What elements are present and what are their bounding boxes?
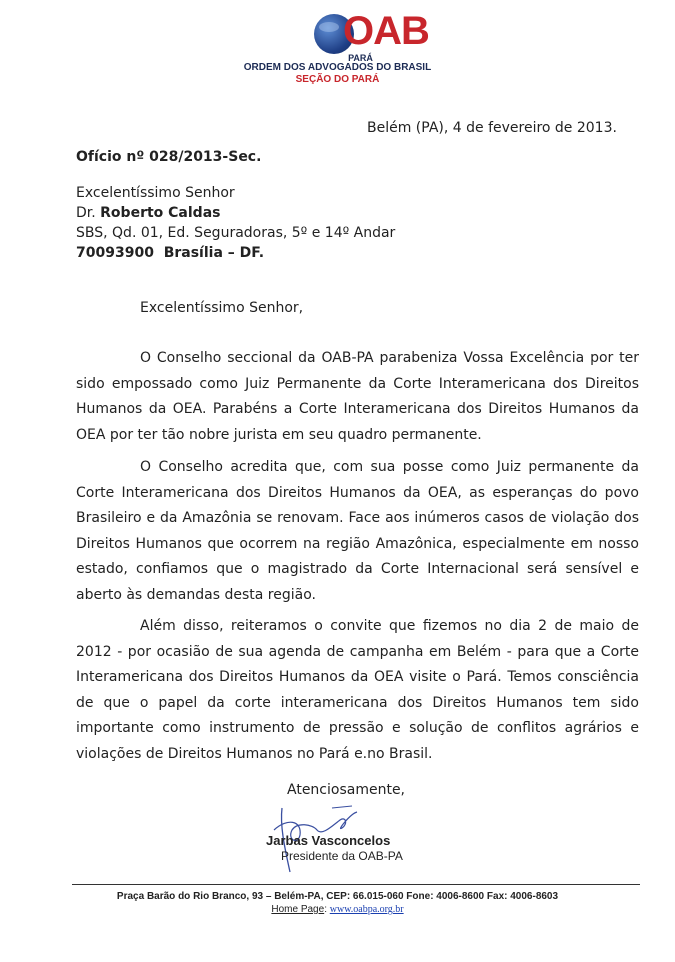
footer-address: Praça Barão do Rio Branco, 93 – Belém-PA, CEP: 66.015-060 Fone: 4006-8600 Fax: 4006-8603 (116, 891, 559, 902)
recipient-name: Roberto Caldas (100, 205, 221, 221)
letter-date: Belém (PA), 4 de fevereiro de 2013. (367, 120, 617, 136)
homepage-label: Home Page (271, 904, 325, 915)
recipient-cep: 70093900 (76, 245, 154, 261)
recipient-city: Brasília – DF. (163, 245, 265, 261)
recipient-city-line (76, 243, 395, 263)
footer-divider (72, 884, 640, 885)
header-org-name: ORDEM DOS ADVOGADOS DO BRASIL (243, 62, 432, 73)
body-paragraph-3-text: Além disso, reiteramos o convite que fizemos no dia 2 de maio de 2012 - por ocasião de sua agenda de campanha em Belém - para que a Corte Interamericana dos Direitos Humanos da OEA visite o Pará. Temos consciência de que o papel da corte interamericana dos Direitos Humanos tem sido importante como instrumento de pressão e solução de conflitos agrários e violações de Direitos Humanos no Pará e.no Brasil. (76, 618, 639, 762)
logo-text: OAB (343, 9, 429, 53)
recipient-address: SBS, Qd. 01, Ed. Seguradoras, 5º e 14º Andar (76, 225, 396, 241)
header-state: PARÁ (348, 53, 373, 63)
signer-title: Presidente da OAB-PA (281, 849, 403, 863)
homepage-link[interactable]: www.oabpa.org.br (329, 904, 404, 915)
body-paragraph-2 (76, 455, 639, 608)
body-paragraph-1 (76, 346, 639, 448)
recipient-block (76, 183, 395, 263)
recipient-name-line (76, 203, 395, 223)
body-paragraph-2-text: O Conselho acredita que, com sua posse como Juiz permanente da Corte Interamericana dos Direitos Humanos da OEA, as esperanças do povo Brasileiro e da Amazônia se renovam. Face aos inúmeros casos de violação dos Direitos Humanos que ocorrem na região Amazônica, especialmente em nosso estado, confiamos que o magistrado da Corte Internacional será sensível e aberto às demandas desta região. (76, 459, 639, 603)
body-paragraph-1-text: O Conselho seccional da OAB-PA parabeniza Vossa Excelência por ter sido empossado como Juiz Permanente da Corte Interamericana dos Direitos Humanos da OEA. Parabéns a Corte Interamericana dos Direitos Humanos da OEA por ter tão nobre jurista em seu quadro permanente. (76, 350, 639, 443)
body-paragraph-3 (76, 614, 639, 767)
recipient-title: Dr. (76, 205, 96, 221)
header-section: SEÇÃO DO PARÁ (295, 74, 380, 85)
recipient-salutation: Excelentíssimo Senhor (76, 185, 235, 201)
signer-name: Jarbas Vasconcelos (266, 833, 391, 848)
closing: Atenciosamente, (287, 782, 406, 798)
oficio-number: Ofício nº 028/2013-Sec. (76, 149, 262, 165)
footer-homepage: Home Page: www.oabpa.org.br (271, 904, 404, 915)
greeting: Excelentíssimo Senhor, (140, 300, 304, 316)
